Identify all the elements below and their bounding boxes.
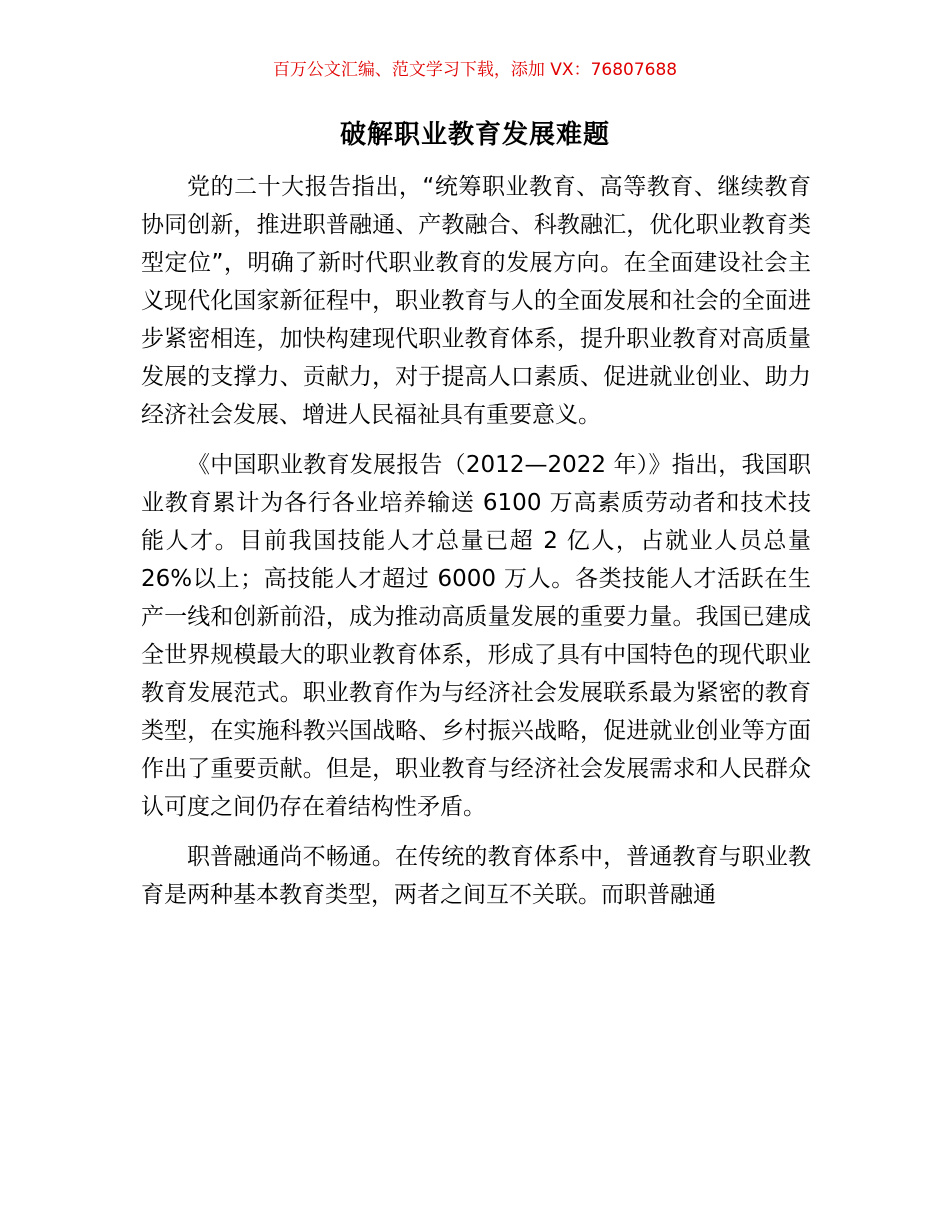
paragraph: 党的二十大报告指出，“统筹职业教育、高等教育、继续教育协同创新，推进职普融通、产教融合、科教融汇，优化职业教育类型定位”，明确了新时代职业教育的发展方向。在全面建设社会主义现代化国家新征程中，职业教育与人的全面发展和社会的全面进步紧密相连，加快构建现代职业教育体系，提升职业教育对高质量发展的支撑力、贡献力，对于提高人口素质、促进就业创业、助力经济社会发展、增进人民福祉具有重要意义。 (141, 174, 811, 428)
paragraph: 职普融通尚不畅通。在传统的教育体系中，普通教育与职业教育是两种基本教育类型，两者之间互不关联。而职普融通 (141, 844, 811, 908)
paragraph: 《中国职业教育发展报告（2012—2022 年）》指出，我国职业教育累计为各行各业培养输送 6100 万高素质劳动者和技术技能人才。目前我国技能人才总量已超 2 亿人，占就业人员总量 26%以上；高技能人才超过 6000 万人。各类技能人才活跃在生产一线和创新前沿，成为推动高质量发展的重要力量。我国已建成全世界规模最大的职业教育体系，形成了具有中国特色的现代职业教育发展范式。职业教育作为与经济社会发展联系最为紧密的教育类型，在实施科教兴国战略、乡村振兴战略，促进就业创业等方面作出了重要贡献。但是，职业教育与经济社会发展需求和人民群众认可度之间仍存在着结构性矛盾。 (141, 452, 811, 820)
document-body (141, 168, 811, 926)
watermark-header: 百万公文汇编、范文学习下载，添加 VX：76807688 (272, 60, 678, 80)
document-title: 破解职业教育发展难题 (339, 120, 610, 150)
